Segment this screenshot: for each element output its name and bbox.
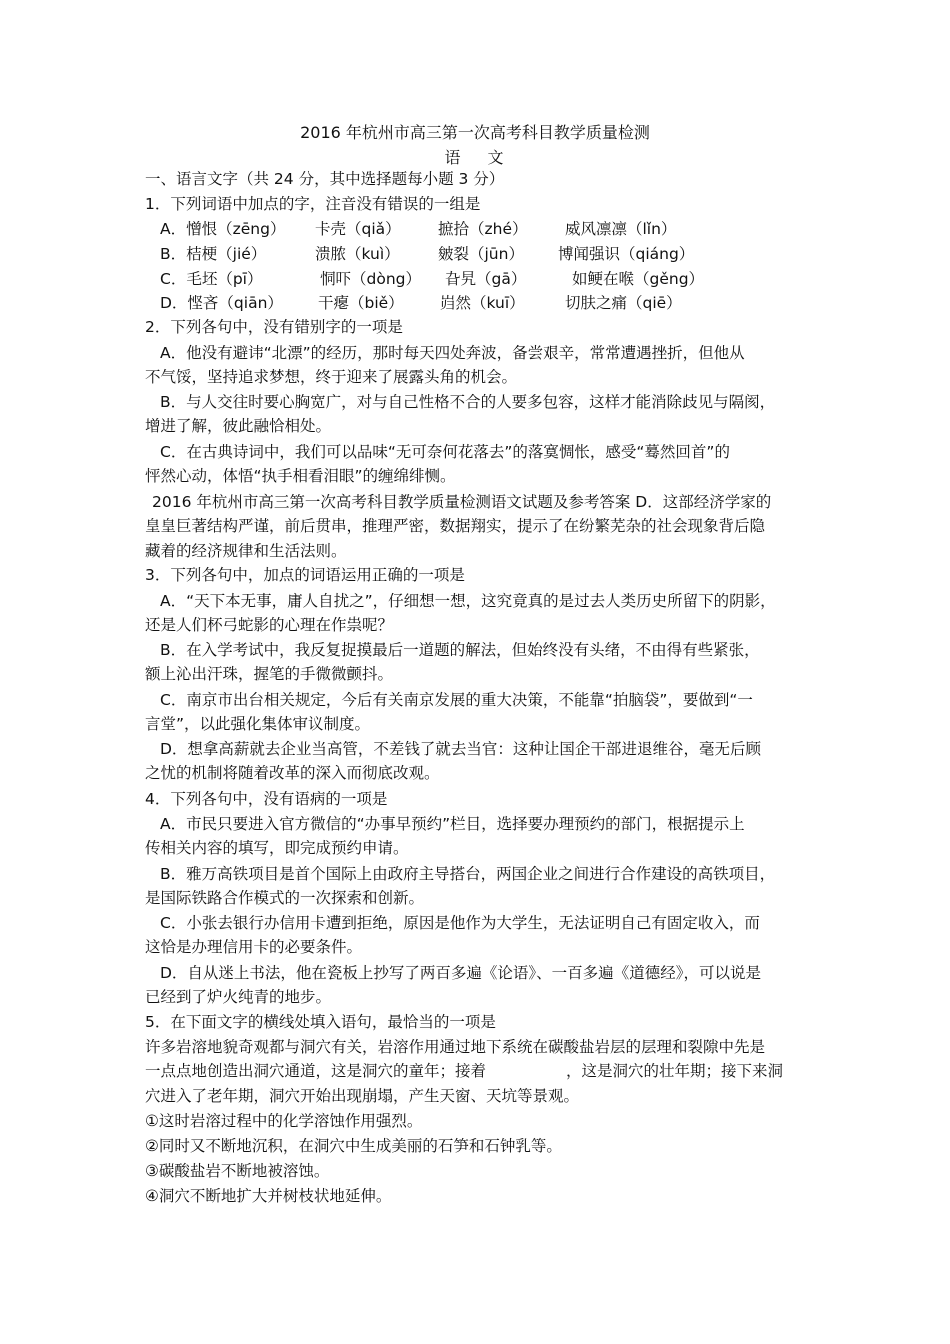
paragraph-line: B．雅万高铁项目是首个国际上由政府主导搭台，两国企业之间进行合作建设的高铁项目， [160, 865, 776, 883]
option-text: 威风凛凛（lǐn） [565, 220, 677, 238]
paragraph-line: A．他没有避讳“北漂”的经历，那时每天四处奔波，备尝艰辛，常常遭遇挫折，但他从 [160, 344, 745, 362]
paragraph-fragment: ，这是洞穴的壮年期；接下来洞 [566, 1062, 784, 1080]
question-2-stem: 2．下列各句中，没有错别字的一项是 [145, 318, 403, 336]
option-text: 岿然（kuī） [440, 294, 525, 312]
paragraph-line: D．想拿高薪就去企业当高管，不差钱了就去当官：这种让国企干部进退维谷，毫无后顾 [160, 740, 761, 758]
paragraph-line: 是国际铁路合作模式的一次探索和创新。 [145, 889, 425, 907]
question-5-stem: 5．在下面文字的横线处填入语句，最恰当的一项是 [145, 1013, 496, 1031]
paragraph-line: D．自从迷上书法，他在瓷板上抄写了两百多遍《论语》、一百多遍《道德经》，可以说是 [160, 964, 761, 982]
option-text: D．悭吝（qiān） [160, 294, 283, 312]
paragraph-line: 2016 年杭州市高三第一次高考科目教学质量检测语文试题及参考答案 D．这部经济学家的 [152, 493, 772, 511]
paragraph-line: 额上沁出汗珠，握笔的手微微颤抖。 [145, 665, 394, 683]
question-4-stem: 4．下列各句中，没有语病的一项是 [145, 790, 388, 808]
option-text: A．憎恨（zēng） [160, 220, 286, 238]
paragraph-line: C．南京市出台相关规定，今后有关南京发展的重大决策，不能靠“拍脑袋”，要做到“一 [160, 691, 753, 709]
option-text: 干瘪（biě） [318, 294, 404, 312]
paragraph-line: 传相关内容的填写，即完成预约申请。 [145, 839, 409, 857]
paragraph-line: 已经到了炉火纯青的地步。 [145, 988, 332, 1006]
option-text: 如鲠在喉（gěng） [572, 270, 705, 288]
option-text: 卡壳（qiǎ） [315, 220, 401, 238]
option-text: 皴裂（jūn） [438, 245, 524, 263]
option-text: 恫吓（dòng） [320, 270, 421, 288]
paragraph-line: B．与人交往时要心胸宽广，对与自己性格不合的人要多包容，这样才能消除歧见与隔阂， [160, 393, 776, 411]
paragraph-line: 还是人们杯弓蛇影的心理在作祟呢？ [145, 616, 394, 634]
paragraph-line: A．“天下本无事，庸人自扰之”，仔细想一想，这究竟真的是过去人类历史所留下的阴影， [160, 592, 776, 610]
option-text: 旮旯（gā） [445, 270, 527, 288]
paragraph-line: 增进了解，彼此融恰相处。 [145, 417, 332, 435]
paragraph-line: 不气馁，坚持追求梦想，终于迎来了展露头角的机会。 [145, 368, 518, 386]
paragraph-line: 怦然心动，体悟“执手相看泪眼”的缠绵绯恻。 [145, 467, 456, 485]
paragraph-line [145, 1062, 783, 1080]
option-text: 摭拾（zhé） [438, 220, 528, 238]
paragraph-line: C．小张去银行办信用卡遭到拒绝，原因是他作为大学生，无法证明自己有固定收入，而 [160, 914, 760, 932]
choice-item-4: ④洞穴不断地扩大并树枝状地延伸。 [145, 1187, 392, 1205]
subject-title: 语 文 [444, 148, 506, 167]
paragraph-line: 许多岩溶地貌奇观都与洞穴有关，岩溶作用通过地下系统在碳酸盐岩层的层理和裂隙中先是 [145, 1038, 766, 1056]
option-text: C．毛坯（pī） [160, 270, 263, 288]
paragraph-line: 穴进入了老年期，洞穴开始出现崩塌，产生天窗、天坑等景观。 [145, 1087, 580, 1105]
paragraph-line: 皇皇巨著结构严谨，前后贯串，推理严密，数据翔实，提示了在纷繁芜杂的社会现象背后隐 [145, 517, 766, 535]
paragraph-line: 之忧的机制将随着改革的深入而彻底改观。 [145, 764, 440, 782]
exam-title: 2016 年杭州市高三第一次高考科目教学质量检测 [300, 123, 650, 142]
choice-item-2: ②同时又不断地沉积，在洞穴中生成美丽的石笋和石钟乳等。 [145, 1137, 562, 1155]
section-heading: 一、语言文字（共 24 分，其中选择题每小题 3 分） [145, 170, 505, 188]
paragraph-line: B．在入学考试中，我反复捉摸最后一道题的解法，但始终没有头绪，不由得有些紧张， [160, 641, 760, 659]
option-text: 博闻强识（qiáng） [558, 245, 695, 263]
paragraph-fragment: 一点点地创造出洞穴通道，这是洞穴的童年；接着 [145, 1062, 487, 1080]
paragraph-line: C．在古典诗词中，我们可以品味“无可奈何花落去”的落寞惆怅，感受“蓦然回首”的 [160, 443, 730, 461]
option-text: B．桔梗（jié） [160, 245, 267, 263]
option-text: 溃脓（kuì） [315, 245, 400, 263]
paragraph-line: 言堂”，以此强化集体审议制度。 [145, 715, 371, 733]
question-3-stem: 3．下列各句中，加点的词语运用正确的一项是 [145, 566, 465, 584]
question-1-stem: 1．下列词语中加点的字，注音没有错误的一组是 [145, 195, 481, 213]
option-text: 切肤之痛（qiē） [565, 294, 682, 312]
paragraph-line: A．市民只要进入官方微信的“办事早预约”栏目，选择要办理预约的部门，根据提示上 [160, 815, 745, 833]
choice-item-1: ①这时岩溶过程中的化学溶蚀作用强烈。 [145, 1112, 423, 1130]
paragraph-line: 藏着的经济规律和生活法则。 [145, 542, 347, 560]
choice-item-3: ③碳酸盐岩不断地被溶蚀。 [145, 1162, 330, 1180]
paragraph-line: 这恰是办理信用卡的必要条件。 [145, 938, 363, 956]
